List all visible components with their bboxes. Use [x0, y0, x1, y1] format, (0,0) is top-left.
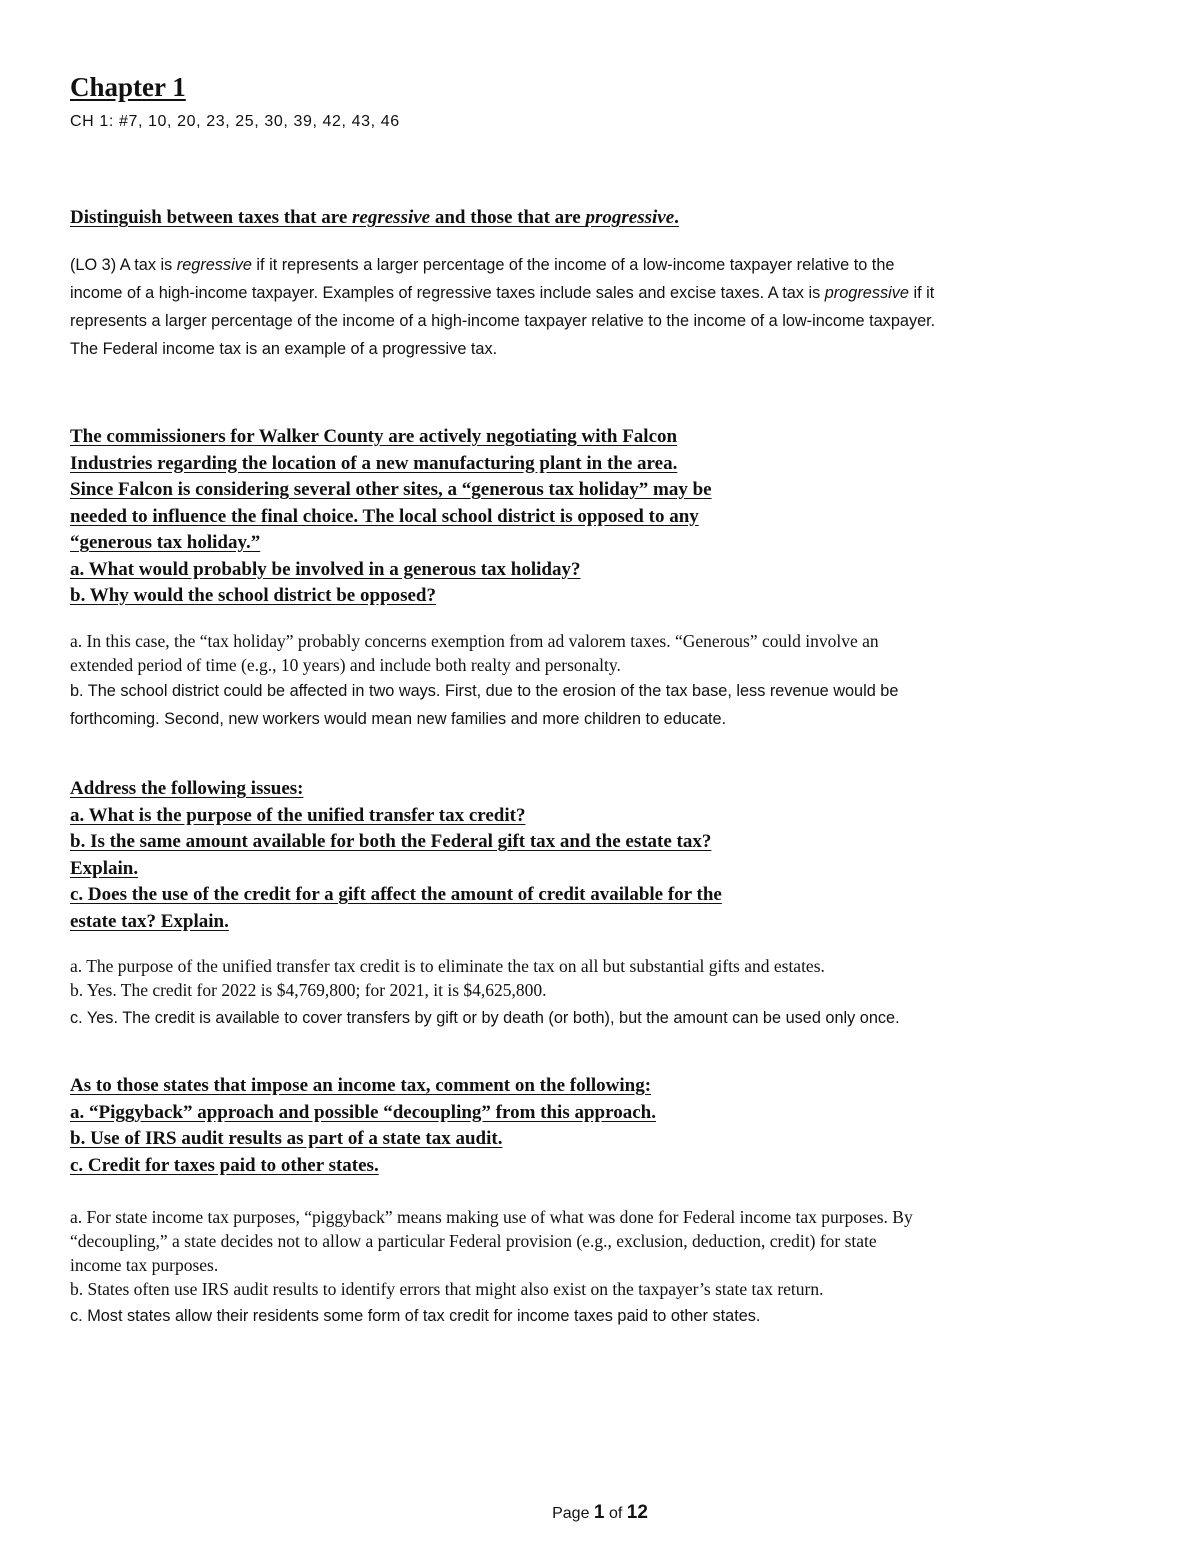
answer-tax-holiday-a [70, 629, 879, 677]
answer-tax-holiday-b [70, 677, 898, 733]
question-line: b. Is the same amount available for both the Federal gift tax and the estate tax? [70, 831, 712, 852]
question-tax-holiday [70, 424, 712, 610]
answer-unified-credit-c [70, 1004, 900, 1032]
question-state-income-tax [70, 1073, 656, 1179]
question-line: a. “Piggyback” approach and possible “decoupling” from this approach. [70, 1101, 656, 1123]
assigned-problems: CH 1: #7, 10, 20, 23, 25, 30, 39, 42, 43, 46 [70, 113, 400, 130]
answer-line: c. Most states allow their residents some form of tax credit for income taxes paid to other states. [70, 1307, 761, 1325]
answer-line: The Federal income tax is an example of a progressive tax. [70, 340, 498, 358]
answer-line: c. Yes. The credit is available to cover transfers by gift or by death (or both), but the amount can be used only once. [70, 1009, 900, 1027]
question-line: a. What is the purpose of the unified transfer tax credit? [70, 804, 526, 826]
question-line: Since Falcon is considering several other sites, a “generous tax holiday” may be [70, 479, 712, 500]
answer-line: income of a high-income taxpayer. Examples of regressive taxes include sales and excise taxes. A tax is progressive if it [70, 284, 935, 302]
answer-line: a. For state income tax purposes, “piggyback” means making use of what was done for Federal income tax purposes. By [70, 1207, 913, 1227]
question-line: Explain. [70, 857, 139, 879]
question-line: estate tax? Explain. [70, 910, 229, 932]
question-line: “generous tax holiday.” [70, 532, 261, 553]
answer-line: income tax purposes. [70, 1255, 219, 1275]
question-line: The commissioners for Walker County are actively negotiating with Falcon [70, 426, 678, 447]
question-line: Address the following issues: [70, 778, 304, 799]
answer-line: forthcoming. Second, new workers would mean new families and more children to educate. [70, 710, 727, 728]
question-line: c. Does the use of the credit for a gift affect the amount of credit available for the [70, 884, 722, 905]
answer-state-income-tax-c [70, 1302, 760, 1330]
answer-line: a. In this case, the “tax holiday” probably concerns exemption from ad valorem taxes. “Generous” could involve an [70, 631, 879, 651]
answer-line: b. Yes. The credit for 2022 is $4,769,800; for 2021, it is $4,625,800. [70, 980, 547, 1000]
answer-line: “decoupling,” a state decides not to allow a particular Federal provision (e.g., exclusion, deduction, credit) for state [70, 1231, 877, 1251]
question-line: b. Why would the school district be opposed? [70, 585, 436, 606]
answer-line: b. States often use IRS audit results to identify errors that might also exist on the taxpayer’s state tax return. [70, 1279, 824, 1299]
answer-line: b. The school district could be affected in two ways. First, due to the erosion of the tax base, less revenue would be [70, 682, 899, 700]
answer-regressive-progressive [70, 251, 935, 363]
question-unified-credit [70, 776, 722, 935]
question-line: Industries regarding the location of a new manufacturing plant in the area. [70, 452, 678, 474]
question-line: b. Use of IRS audit results as part of a state tax audit. [70, 1128, 503, 1149]
answer-line: represents a larger percentage of the income of a high-income taxpayer relative to the income of a low-income taxpayer. [70, 312, 936, 330]
answer-line: (LO 3) A tax is regressive if it represents a larger percentage of the income of a low-income taxpayer relative to the [70, 256, 895, 274]
chapter-title: Chapter 1 [70, 72, 186, 102]
page-number-footer: Page 1 of 12 [552, 1502, 648, 1523]
answer-line: extended period of time (e.g., 10 years) and include both realty and personalty. [70, 655, 621, 675]
question-line: c. Credit for taxes paid to other states. [70, 1154, 379, 1176]
answer-state-income-tax-ab [70, 1205, 913, 1301]
answer-unified-credit-ab [70, 954, 825, 1002]
question-regressive-progressive: Distinguish between taxes that are regressive and those that are progressive. [70, 207, 679, 228]
answer-line: a. The purpose of the unified transfer tax credit is to eliminate the tax on all but substantial gifts and estates. [70, 956, 825, 976]
question-line: a. What would probably be involved in a generous tax holiday? [70, 558, 581, 580]
question-line: needed to influence the final choice. The local school district is opposed to any [70, 505, 699, 527]
question-line: As to those states that impose an income tax, comment on the following: [70, 1075, 652, 1096]
